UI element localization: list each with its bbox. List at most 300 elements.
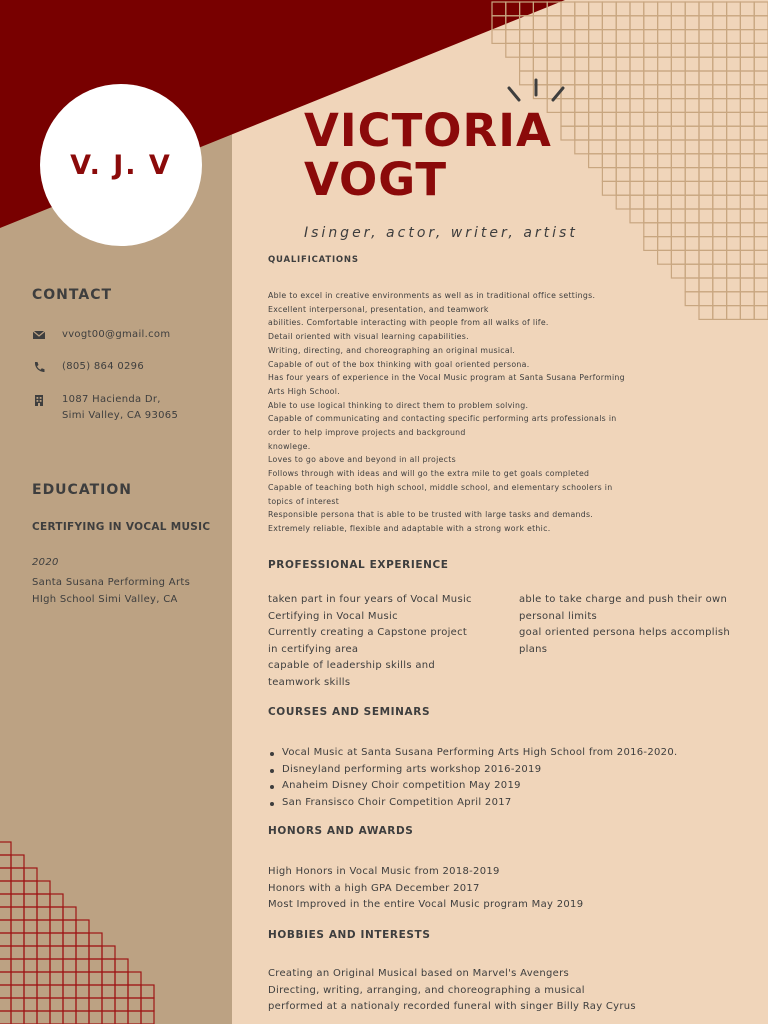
grid-cell [699,2,713,16]
grid-cell [630,112,644,126]
grid-cell [727,181,741,195]
grid-cell [699,126,713,140]
grid-cell [616,195,630,209]
grid-cell [533,43,547,57]
grid-cell [602,181,616,195]
grid-cell [754,154,768,168]
school-line-1: Santa Susana Performing Arts [32,577,191,588]
grid-cell [685,223,699,237]
grid-cell [602,140,616,154]
grid-cell [727,16,741,30]
list-item: Arts High School. [268,386,340,396]
grid-cell [63,985,76,998]
grid-cell [37,1011,50,1024]
contact-address [62,392,178,424]
grid-cell [37,985,50,998]
grid-cell [713,85,727,99]
grid-cell [754,126,768,140]
grid-cell [547,43,561,57]
grid-cell [713,126,727,140]
grid-cell [115,959,128,972]
grid-cell [589,71,603,85]
grid-cell [602,112,616,126]
grid-cell [575,16,589,30]
list-item: Loves to go above and beyond in all projects [268,455,456,465]
list-item: taken part in four years of Vocal Music [268,594,472,605]
grid-cell [115,972,128,985]
grid-cell [89,959,102,972]
grid-cell [11,894,24,907]
grid-cell [50,920,63,933]
honors-heading: HONORS AND AWARDS [268,825,414,837]
grid-cell [713,43,727,57]
grid-cell [727,30,741,44]
grid-cell [575,112,589,126]
grid-cell [671,264,685,278]
grid-cell [671,30,685,44]
grid-cell [740,250,754,264]
grid-cell [533,2,547,16]
grid-cell [685,195,699,209]
list-item: capable of leadership skills and [268,660,436,671]
grid-cell [685,2,699,16]
grid-cell [11,855,24,868]
grid-cell [11,985,24,998]
list-item: Responsible persona that is able to be trusted with large tasks and demands. [268,510,594,520]
grid-cell [141,998,154,1011]
list-item: order to help improve projects and background [268,428,466,438]
grid-cell [128,972,141,985]
grid-cell [685,264,699,278]
grid-cell [76,920,89,933]
grid-cell [616,85,630,99]
grid-cell [740,168,754,182]
grid-cell [0,933,11,946]
grid-cell [671,99,685,113]
grid-cell [713,57,727,71]
grid-cell [50,1011,63,1024]
grid-cell [658,250,672,264]
grid-cell [727,57,741,71]
qualifications-heading: QUALIFICATIONS [268,255,359,265]
first-name: VICTORIA [304,104,552,157]
grid-cell [0,959,11,972]
grid-cell [658,140,672,154]
list-item: goal oriented persona helps accomplish [519,627,731,638]
grid-cell [602,43,616,57]
grid-cell [740,2,754,16]
grid-cell [589,140,603,154]
grid-cell [24,907,37,920]
grid-cell [754,112,768,126]
grid-cell [24,998,37,1011]
education-title: CERTIFYING IN VOCAL MUSIC [32,521,211,533]
grid-cell [658,181,672,195]
grid-cell [115,1011,128,1024]
grid-cell [575,57,589,71]
grid-cell [616,57,630,71]
grid-cell [11,972,24,985]
school-line-2: HIgh School Simi Valley, CA [32,594,178,605]
grid-cell [699,306,713,320]
grid-cell [616,112,630,126]
grid-cell [616,30,630,44]
grid-cell [658,2,672,16]
grid-cell [671,112,685,126]
contact-address-row [32,392,178,424]
grid-cell [37,998,50,1011]
grid-cell [740,16,754,30]
grid-cell [658,57,672,71]
list-item: Capable of communicating and contacting specific performing arts professionals in [268,414,617,424]
grid-cell [50,959,63,972]
grid-cell [89,1011,102,1024]
list-item: Capable of teaching both high school, middle school, and elementary schoolers in [268,482,613,492]
grid-cell [37,920,50,933]
grid-cell [575,43,589,57]
grid-cell [50,907,63,920]
grid-cell [727,237,741,251]
grid-cell [520,57,534,71]
grid-cell [37,959,50,972]
grid-cell [50,894,63,907]
grid-cell [727,209,741,223]
grid-cell [630,16,644,30]
grid-cell [24,972,37,985]
grid-cell [11,920,24,933]
grid-cell [699,85,713,99]
grid-cell [630,168,644,182]
grid-cell [740,181,754,195]
grid-cell [699,57,713,71]
grid-cell [699,140,713,154]
grid-cell [630,85,644,99]
grid-cell [37,907,50,920]
list-item: Excellent interpersonal, presentation, and teamwork [268,304,489,314]
grid-cell [37,894,50,907]
grid-cell [24,959,37,972]
grid-cell [602,71,616,85]
grid-cell [740,306,754,320]
grid-cell [0,985,11,998]
grid-cell [11,1011,24,1024]
grid-cell [492,30,506,44]
grid-cell [37,881,50,894]
grid-cell [616,181,630,195]
grid-cell [658,30,672,44]
grid-cell [0,998,11,1011]
grid-cell [644,112,658,126]
hobbies-list [268,966,738,1016]
list-item: Able to use logical thinking to direct them to problem solving. [268,400,529,410]
list-item: Writing, directing, and choreographing an original musical. [268,345,516,355]
list-item: abilities. Comfortable interacting with people from all walks of life. [268,318,549,328]
grid-cell [11,907,24,920]
grid-cell [0,894,11,907]
grid-cell [24,1011,37,1024]
grid-cell [575,126,589,140]
grid-cell [589,99,603,113]
grid-cell [589,16,603,30]
grid-cell [506,30,520,44]
grid-cell [671,2,685,16]
grid-cell [76,998,89,1011]
grid-cell [658,99,672,113]
grid-cell [616,43,630,57]
grid-cell [754,16,768,30]
grid-cell [727,43,741,57]
grid-cell [89,985,102,998]
contact-phone[interactable]: (805) 864 0296 [62,361,144,372]
grid-cell [699,223,713,237]
address-line-2: Simi Valley, CA 93065 [62,410,179,421]
grid-cell [754,306,768,320]
grid-cell [602,57,616,71]
grid-cell [506,2,520,16]
grid-cell [630,181,644,195]
grid-cell [740,264,754,278]
list-item: Has four years of experience in the Vocal Music program at Santa Susana Performing [268,373,625,383]
list-item: Vocal Music at Santa Susana Performing Arts High School from 2016-2020. [268,745,738,762]
grid-cell [685,16,699,30]
grid-cell [24,868,37,881]
grid-cell [740,126,754,140]
grid-cell [561,57,575,71]
contact-email-row [32,327,170,343]
grid-cell [602,85,616,99]
grid-cell [658,154,672,168]
list-item: personal limits [519,610,598,622]
grid-cell [740,140,754,154]
grid-cell [644,223,658,237]
grid-cell [589,57,603,71]
grid-cell [102,959,115,972]
envelope-icon [32,328,46,342]
grid-cell [89,972,102,985]
grid-cell [63,933,76,946]
grid-cell [589,154,603,168]
grid-cell [533,30,547,44]
experience-column-1 [268,592,508,691]
grid-cell [740,195,754,209]
grid-cell [644,2,658,16]
education-heading: EDUCATION [32,482,132,498]
courses-list [268,745,738,811]
grid-cell [24,933,37,946]
grid-cell [727,112,741,126]
grid-cell [713,30,727,44]
grid-cell [740,278,754,292]
grid-cell [685,71,699,85]
grid-cell [754,181,768,195]
tagline: Isinger, actor, writer, artist [304,225,578,241]
grid-cell [76,1011,89,1024]
grid-cell [0,881,11,894]
grid-cell [520,30,534,44]
grid-cell [575,99,589,113]
grid-cell [727,126,741,140]
grid-cell [671,126,685,140]
grid-cell [128,985,141,998]
grid-cell [644,154,658,168]
grid-cell [644,85,658,99]
grid-cell [713,181,727,195]
grid-cell [754,292,768,306]
grid-cell [630,30,644,44]
grid-cell [727,223,741,237]
hobbies-heading: HOBBIES AND INTERESTS [268,929,431,941]
grid-cell [644,57,658,71]
grid-cell [616,99,630,113]
grid-cell [699,237,713,251]
grid-cell [713,99,727,113]
grid-cell [754,195,768,209]
grid-cell [699,16,713,30]
grid-cell [0,868,11,881]
grid-cell [644,209,658,223]
decorative-grid-bottom [0,840,170,1024]
grid-cell [699,99,713,113]
grid-cell [616,140,630,154]
grid-cell [616,16,630,30]
education-school [32,574,222,608]
grid-cell [89,946,102,959]
grid-cell [685,140,699,154]
grid-cell [76,933,89,946]
courses-heading: COURSES AND SEMINARS [268,706,431,718]
list-item: plans [519,643,548,655]
grid-cell [754,250,768,264]
grid-cell [102,972,115,985]
grid-cell [102,946,115,959]
grid-cell [727,2,741,16]
grid-cell [685,85,699,99]
grid-cell [685,168,699,182]
grid-cell [740,223,754,237]
grid-cell [506,43,520,57]
grid-cell [589,2,603,16]
grid-cell [115,998,128,1011]
grid-cell [630,2,644,16]
grid-cell [644,168,658,182]
list-item: High Honors in Vocal Music from 2018-2019 [268,866,500,877]
grid-cell [658,43,672,57]
grid-cell [561,16,575,30]
list-item: knowlege. [268,441,311,451]
contact-email[interactable]: vvogt00@gmail.com [62,329,171,340]
grid-cell [547,30,561,44]
contact-heading: CONTACT [32,287,113,303]
grid-cell [658,209,672,223]
grid-cell [616,154,630,168]
grid-cell [533,16,547,30]
grid-cell [50,972,63,985]
grid-cell [24,985,37,998]
grid-cell [589,126,603,140]
grid-cell [11,933,24,946]
grid-cell [644,195,658,209]
grid-cell [0,972,11,985]
grid-cell [561,2,575,16]
grid-cell [102,998,115,1011]
grid-cell [616,168,630,182]
grid-cell [602,154,616,168]
grid-cell [575,71,589,85]
grid-cell [658,71,672,85]
grid-cell [616,126,630,140]
grid-cell [671,140,685,154]
grid-cell [754,264,768,278]
address-line-1: 1087 Hacienda Dr, [62,394,161,405]
grid-cell [492,16,506,30]
grid-cell [658,237,672,251]
decorative-grid-top [490,0,768,330]
grid-cell [699,30,713,44]
grid-cell [141,1011,154,1024]
grid-cell [37,933,50,946]
grid-cell [63,907,76,920]
grid-cell [520,43,534,57]
grid-cell [713,140,727,154]
grid-cell [520,2,534,16]
grid-cell [754,278,768,292]
list-item: in certifying area [268,643,359,655]
grid-cell [561,112,575,126]
list-item: Follows through with ideas and will go the extra mile to get goals completed [268,469,590,479]
grid-cell [561,43,575,57]
grid-cell [754,168,768,182]
grid-cell [685,30,699,44]
grid-cell [754,2,768,16]
grid-cell [727,71,741,85]
grid-cell [727,140,741,154]
grid-cell [713,209,727,223]
grid-cell [589,30,603,44]
grid-cell [630,209,644,223]
grid-cell [740,85,754,99]
grid-cell [671,195,685,209]
list-item: performed at a nationaly recorded funeral with singer Billy Ray Cyrus [268,1001,636,1012]
list-item: Honors with a high GPA December 2017 [268,882,480,894]
grid-cell [713,237,727,251]
grid-cell [128,1011,141,1024]
grid-cell [11,868,24,881]
grid-cell [713,223,727,237]
grid-cell [24,894,37,907]
grid-cell [727,292,741,306]
grid-cell [0,1011,11,1024]
grid-cell [63,920,76,933]
grid-cell [671,250,685,264]
grid-cell [754,223,768,237]
grid-cell [699,278,713,292]
grid-cell [713,112,727,126]
monogram: V. J. V [70,149,172,181]
list-item: Currently creating a Capstone project [268,627,468,638]
grid-cell [630,140,644,154]
grid-cell [575,30,589,44]
grid-cell [671,223,685,237]
grid-cell [89,998,102,1011]
grid-cell [671,181,685,195]
grid-cell [713,195,727,209]
accent-marks-icon [505,78,567,104]
grid-cell [699,209,713,223]
grid-cell [63,1011,76,1024]
grid-cell [630,195,644,209]
grid-cell [63,998,76,1011]
grid-cell [37,972,50,985]
